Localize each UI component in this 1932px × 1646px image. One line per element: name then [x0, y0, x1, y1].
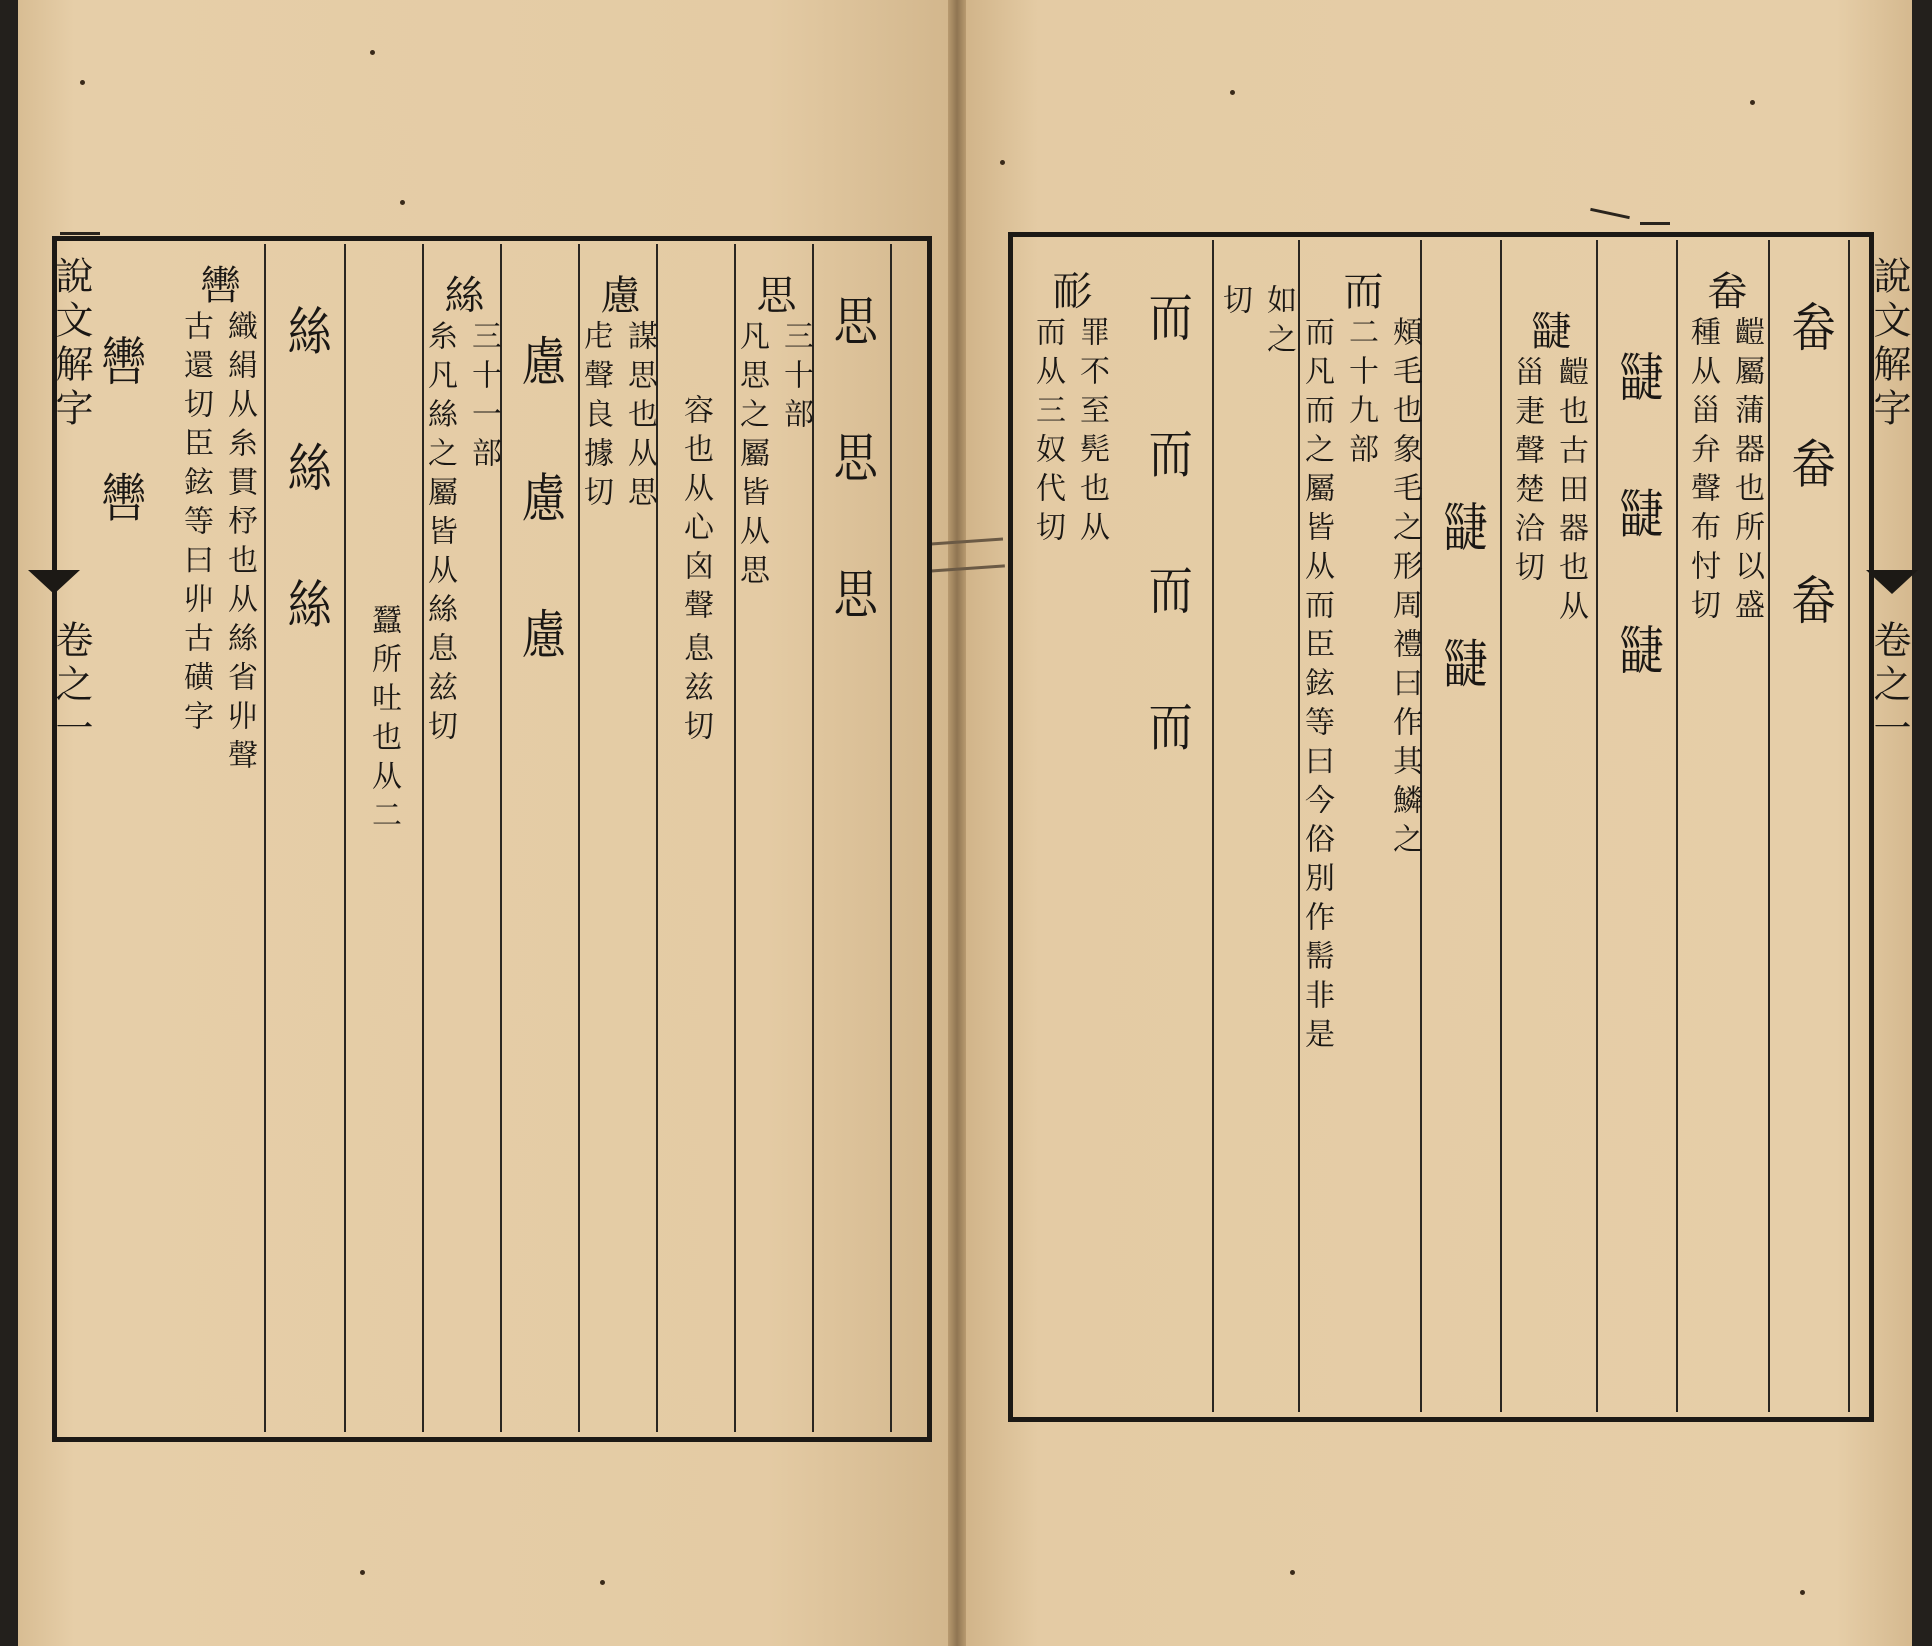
- right-col-6: [1300, 240, 1422, 1412]
- entry-note: 息兹切: [678, 632, 713, 749]
- left-col-2: [734, 244, 814, 1432]
- entry-note: 古還切臣鉉等曰丱古磺字: [178, 310, 213, 739]
- entry-note: 而凡而之屬皆从而臣鉉等曰今俗別作髵非是: [1299, 316, 1334, 1057]
- entry-note: 切: [1217, 284, 1252, 323]
- entry-notes: [1030, 312, 1108, 550]
- right-col-7: [1214, 240, 1300, 1412]
- entry-notes: [1217, 280, 1295, 362]
- right-col-8: [1120, 240, 1214, 1412]
- right-juan: 卷之一: [1867, 620, 1911, 752]
- entry-notes: [1509, 352, 1587, 629]
- entry-head: 慮: [594, 274, 640, 316]
- left-col-7: [344, 244, 424, 1432]
- fish-tail-mark: [28, 570, 80, 594]
- entry-note: 罪不至髡也从: [1074, 316, 1109, 550]
- entry-head: 轡: [194, 264, 240, 306]
- left-col-5: [500, 244, 580, 1432]
- entry-note: 糸凡絲之屬皆从絲息兹切: [422, 320, 457, 749]
- entry-notes: [422, 316, 500, 749]
- seal-chars: 轡 轡: [93, 334, 145, 557]
- entry-notes: [1685, 312, 1763, 628]
- paper-speck: [1230, 90, 1235, 95]
- entry-note: 凡思之屬皆从思: [734, 320, 769, 593]
- seal-chars: 畚 畚 畚: [1783, 300, 1835, 660]
- seal-chars: 疀 疀 疀: [1611, 350, 1663, 710]
- right-col-4: [1500, 240, 1598, 1412]
- entry-note: 䶣也古田器也从: [1553, 356, 1588, 629]
- paper-speck: [1750, 100, 1755, 105]
- entry-note: 織絹从糸貫杼也从絲省丱聲: [222, 310, 257, 778]
- book-spine: [948, 0, 966, 1646]
- left-col-3: [656, 244, 736, 1432]
- right-col-9: [1020, 240, 1118, 1412]
- ink-mark: [1640, 222, 1670, 225]
- entry-note: 三十部: [778, 320, 813, 437]
- right-col-5: [1422, 240, 1502, 1412]
- entry-head: 思: [750, 274, 796, 316]
- left-col-4: [578, 244, 658, 1432]
- entry-notes: [578, 316, 656, 515]
- entry-note: 䶣屬蒲器也所以盛: [1729, 316, 1764, 628]
- paper-speck: [1800, 1590, 1805, 1595]
- left-col-8: [266, 244, 346, 1432]
- binding-thread: [929, 537, 1005, 572]
- entry-head: 畚: [1701, 270, 1747, 312]
- paper-speck: [600, 1580, 605, 1585]
- seal-chars: 絲 絲 絲: [279, 304, 331, 664]
- seal-chars: 疀 疀: [1435, 500, 1487, 723]
- seal-chars: 而 而 而 而: [1140, 290, 1192, 786]
- paper-speck: [1000, 160, 1005, 165]
- entry-note: 種从甾弁聲布忖切: [1685, 316, 1720, 628]
- entry-note: 謀思也从思: [622, 320, 657, 515]
- entry-note: 蠶所吐也从二: [366, 604, 401, 838]
- entry-note: 頰毛也象毛之形周禮曰作其鱗之: [1387, 316, 1422, 862]
- entry-notes: [1299, 312, 1421, 1057]
- entry-note: 虍聲良據切: [578, 320, 613, 515]
- entry-note: 三十一部: [466, 320, 501, 476]
- left-col-9: [170, 244, 266, 1432]
- left-juan: 卷之一: [49, 620, 93, 752]
- entry-note: 容也从心囟聲: [678, 394, 713, 628]
- left-banner: 說文解字: [49, 256, 93, 432]
- left-col-10: [80, 244, 158, 1432]
- seal-chars: 思 思 思: [825, 294, 877, 654]
- entry-note: 如之: [1261, 284, 1296, 362]
- paper-speck: [360, 1570, 365, 1575]
- left-col-6: [422, 244, 502, 1432]
- ink-mark: [60, 232, 100, 235]
- entry-head: 而: [1337, 270, 1383, 312]
- entry-head: 疀: [1525, 310, 1571, 352]
- entry-note: 甾疌聲楚洽切: [1509, 356, 1544, 590]
- paper-speck: [1290, 1570, 1295, 1575]
- entry-note: 而从三奴代切: [1030, 316, 1065, 550]
- entry-head: 絲: [438, 274, 484, 316]
- paper-speck: [400, 200, 405, 205]
- entry-note: 二十九部: [1343, 316, 1378, 472]
- seal-chars: 慮 慮 慮: [513, 334, 565, 694]
- paper-speck: [370, 50, 375, 55]
- paper-speck: [80, 80, 85, 85]
- right-banner: 說文解字: [1867, 256, 1911, 432]
- right-col-2: [1680, 240, 1770, 1412]
- entry-notes: [178, 306, 256, 778]
- left-col-1: [812, 244, 892, 1432]
- entry-head: 耏: [1046, 270, 1092, 312]
- fish-tail-mark: [1866, 570, 1918, 594]
- entry-notes: [734, 316, 812, 593]
- right-col-3: [1598, 240, 1678, 1412]
- right-col-1: [1770, 240, 1850, 1412]
